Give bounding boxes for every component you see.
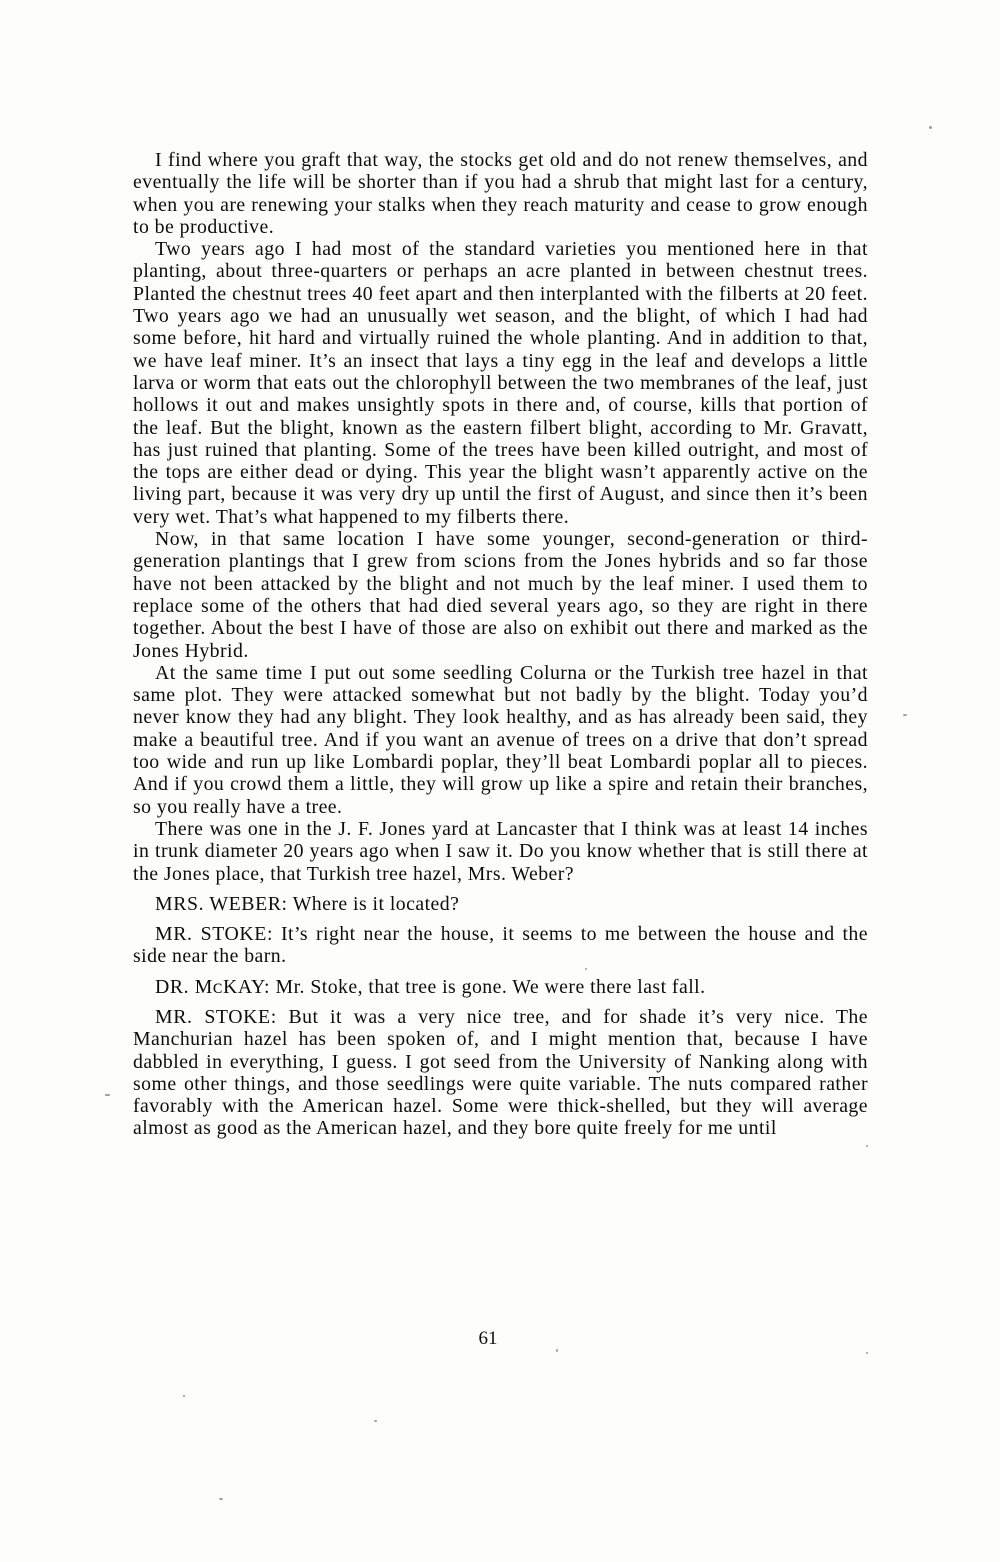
paragraph <box>133 528 868 662</box>
scan-speck <box>929 126 932 129</box>
scan-speck <box>903 714 907 716</box>
scan-speck <box>866 1352 868 1354</box>
paragraph-text: Two years ago I had most of the standard varieties you mentioned here in that planting, about three-quarters or perhaps an acre planted in between chestnut trees. Planted the chestnut trees 40 feet apart and then interplanted with the filberts at 20 feet. Two years ago we had an unusually wet season, and the blight, of which I had had some before, hit hard and virtually ruined the whole planting. And in addition to that, we have leaf miner. It’s an insect that lays a tiny egg in the leaf and develops a little larva or worm that eats out the chlorophyll between the two membranes of the leaf, just hollows it out and makes unsightly spots in there and, of course, kills that portion of the leaf. But the blight, known as the eastern filbert blight, according to Mr. Gravatt, has just ruined that planting. Some of the trees have been killed outright, and most of the tops are either dead or dying. This year the blight wasn’t apparently active on the living part, because it was very dry up until the first of August, and since then it’s been very wet. That’s what happened to my filberts there. <box>133 238 868 528</box>
paragraph-dialogue <box>133 976 868 998</box>
paragraph-dialogue <box>133 1006 868 1140</box>
paragraph-dialogue <box>133 893 868 915</box>
speaker-label: DR. MᴄKAY: <box>155 975 271 998</box>
paragraph-text: At the same time I put out some seedling Colurna or the Turkish tree hazel in that same plot. They were attacked somewhat but not badly by the blight. Today you’d never know they had any blight. They look healthy, and as has already been said, they make a beautiful tree. And if you want an avenue of trees on a drive that don’t spread too wide and run up like Lombardi poplar, they’ll beat Lombardi poplar all to pieces. And if you crowd them a little, they will grow up like a spire and retain their branches, so you really have a tree. <box>133 661 868 818</box>
scan-speck <box>556 1349 558 1352</box>
paragraph <box>133 238 868 528</box>
scan-speck <box>183 1395 185 1397</box>
scan-speck <box>585 968 587 970</box>
scan-speck <box>219 1498 223 1500</box>
scan-speck <box>105 1094 110 1096</box>
paragraph <box>133 662 868 818</box>
text-block <box>133 149 868 1140</box>
paragraph-text: There was one in the J. F. Jones yard at Lancaster that I think was at least 14 inches in trunk diameter 20 years ago when I saw it. Do you know whether that is still there at the Jones place, that Turkish tree hazel, Mrs. Weber? <box>133 817 868 885</box>
page-number: 61 <box>478 1328 498 1349</box>
paragraph-text: It’s right near the house, it seems to me between the house and the side near the barn. <box>133 923 868 968</box>
paragraph-text: I find where you graft that way, the stocks get old and do not renew themselves, and eventually the life will be shorter than if you had a shrub that might last for a century, when you are renewing your stalks when they reach maturity and cease to grow enough to be productive. <box>133 149 868 238</box>
paragraph-dialogue <box>133 923 868 968</box>
paragraph-text: Mr. Stoke, that tree is gone. We were there last fall. <box>275 975 706 998</box>
paragraph <box>133 149 868 238</box>
speaker-label: MRS. WEBER: <box>155 892 288 915</box>
speaker-label: MR. STOKE: <box>155 1005 277 1028</box>
scan-speck <box>374 1420 377 1422</box>
paragraph-text: Now, in that same location I have some younger, second-generation or third-generation plantings that I grew from scions from the Jones hybrids and so far those have not been attacked by the blight and not much by the leaf miner. I used them to replace some of the others that had died several years ago, so they are right in there together. About the best I have of those are also on exhibit out there and marked as the Jones Hybrid. <box>133 528 868 662</box>
paragraph-text: But it was a very nice tree, and for shade it’s very nice. The Manchurian hazel has been spoken of, and I might mention that, because I have dabbled in everything, I guess. I got seed from the University of Nanking along with some other things, and those seedlings were quite variable. The nuts compared rather favorably with the American hazel. Some were thick-shelled, but they will average almost as good as the American hazel, and they bore quite freely for me until <box>133 1005 868 1140</box>
paragraph <box>133 818 868 885</box>
paragraph-text: Where is it located? <box>292 892 460 915</box>
scan-speck <box>866 1145 868 1147</box>
speaker-label: MR. STOKE: <box>155 923 274 946</box>
